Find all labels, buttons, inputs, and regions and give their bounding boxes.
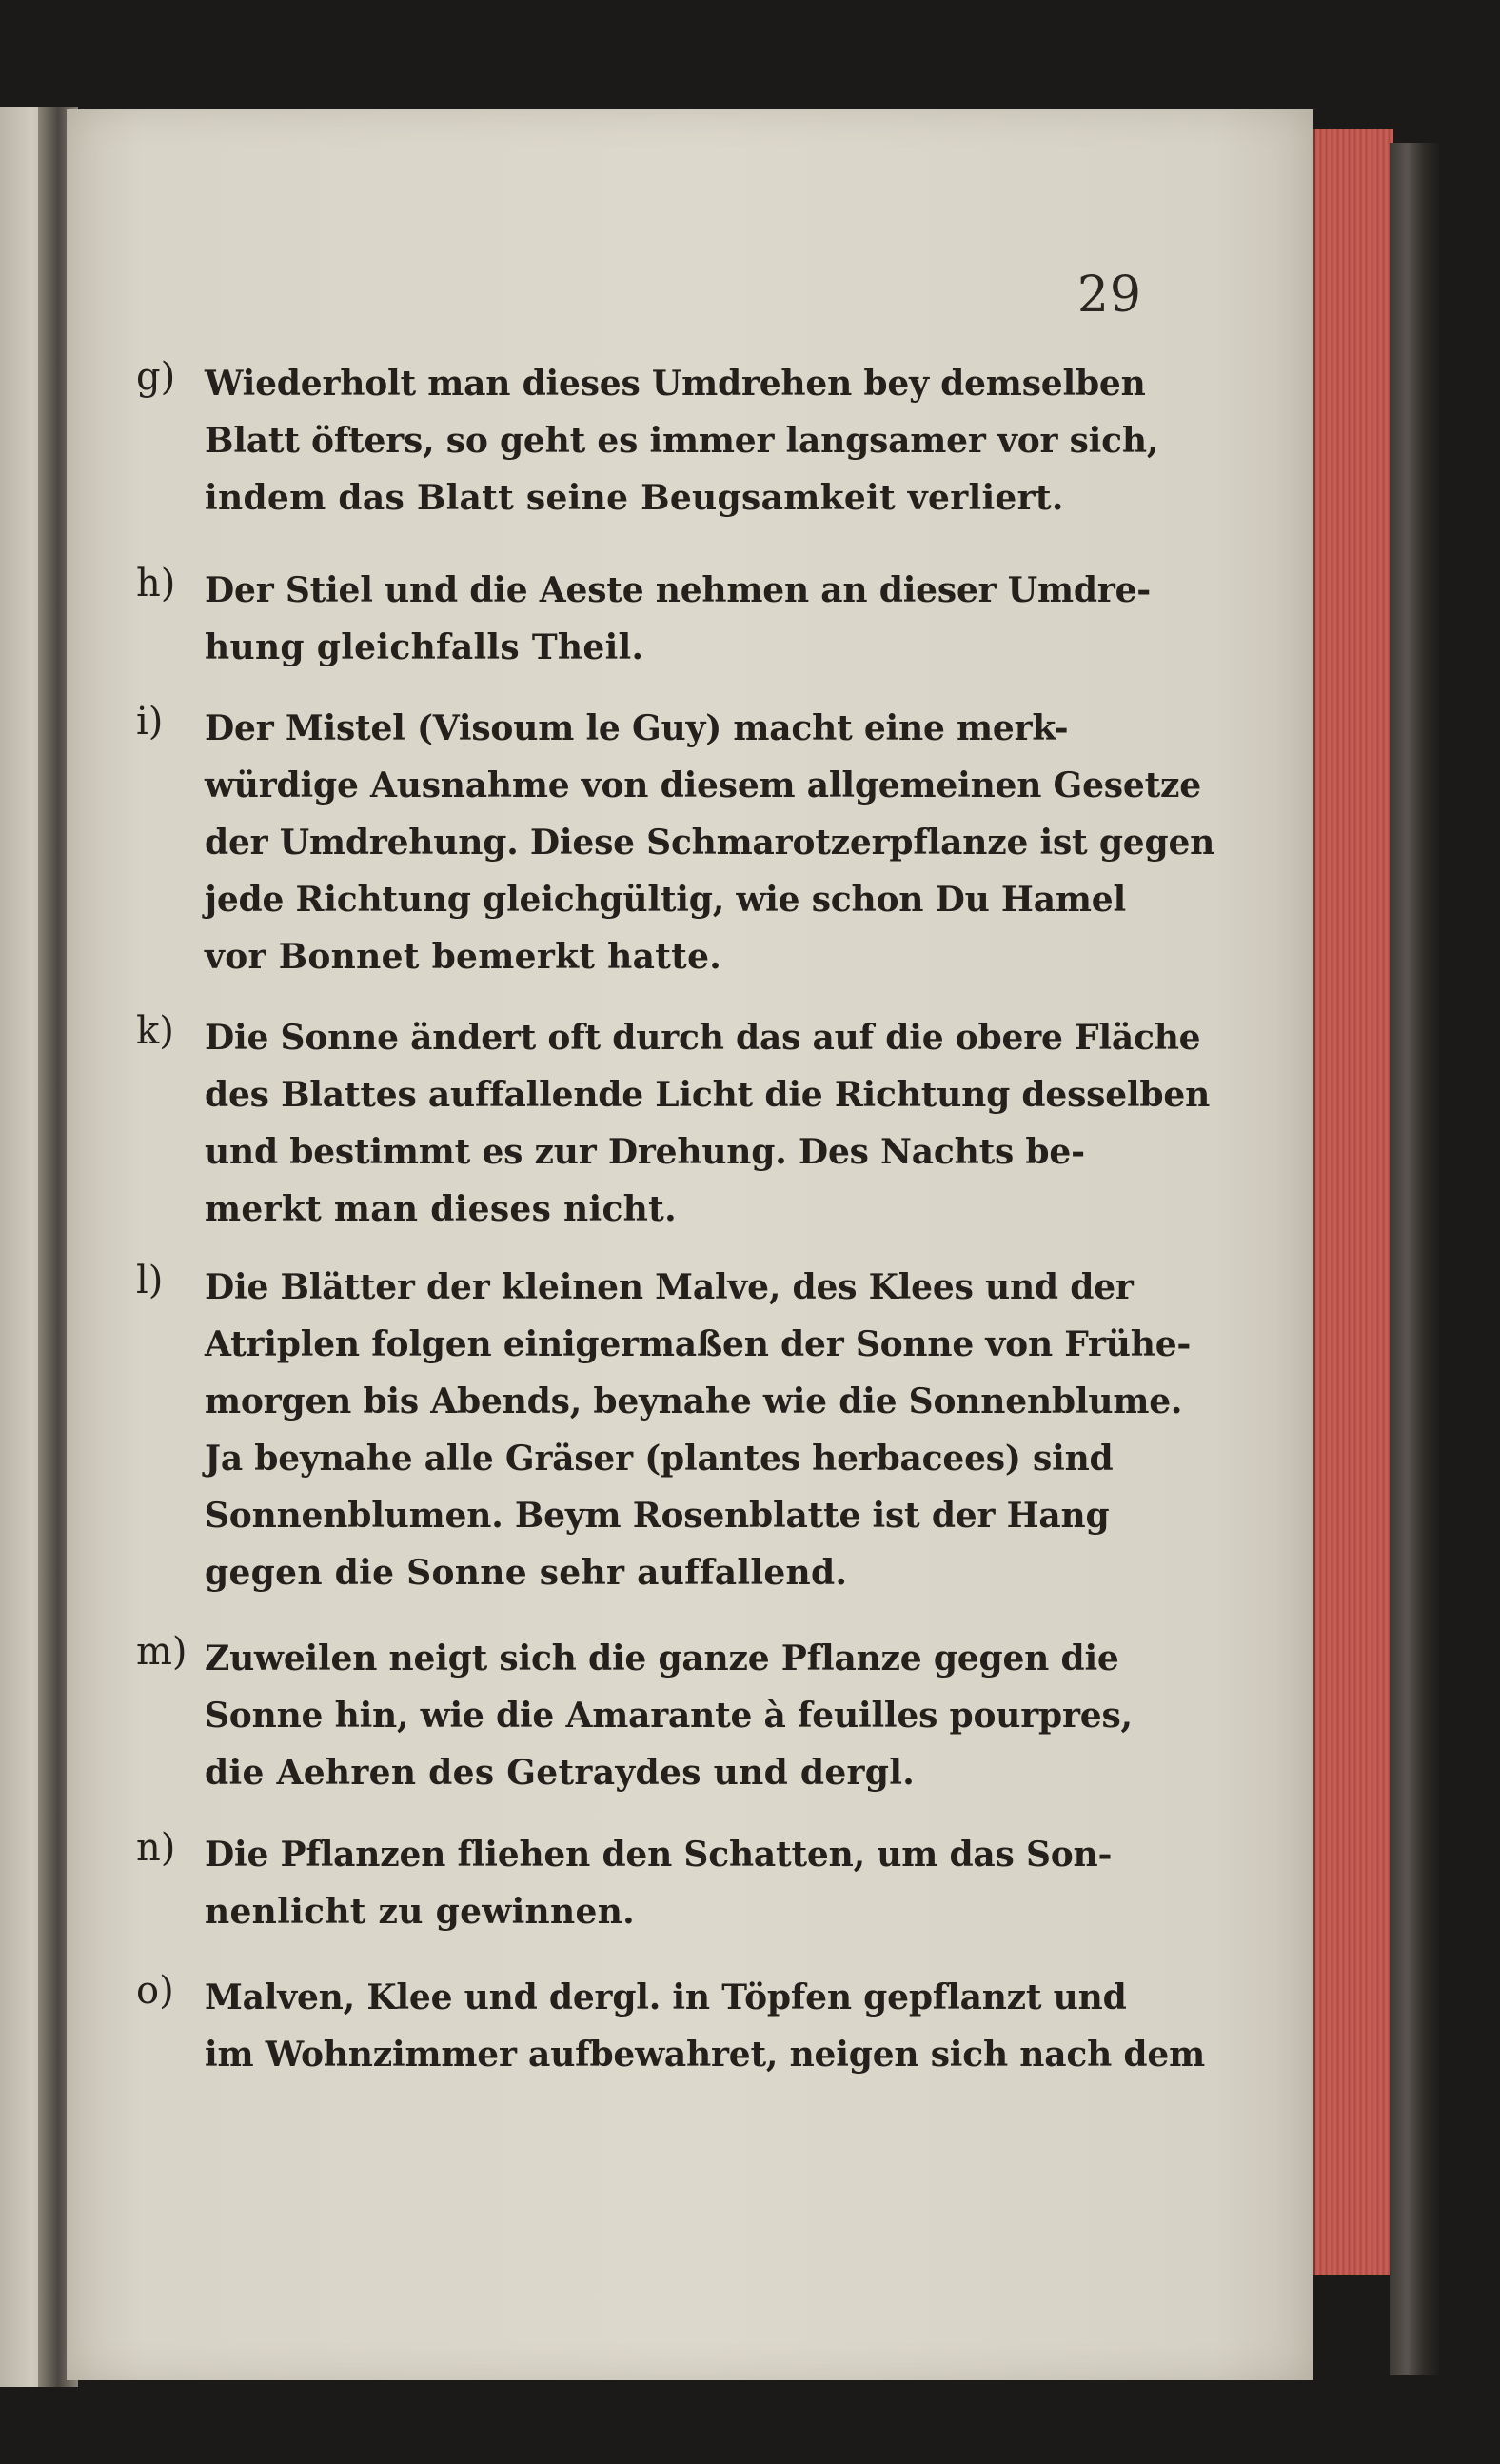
paragraph-marker: g) [136, 355, 176, 399]
text-line: morgen bis Abends, beynahe wie die Sonnenblume. [205, 1381, 1183, 1421]
text-line: des Blattes auffallende Licht die Richtung desselben [205, 1075, 1211, 1115]
text-line: Blatt öfters, so geht es immer langsamer vor sich, [205, 421, 1159, 461]
paragraph-marker: k) [136, 1009, 174, 1053]
text-line: jede Richtung gleichgültig, wie schon Du Hamel [205, 880, 1126, 920]
paragraph-marker: l) [136, 1259, 164, 1302]
text-line: die Aehren des Getraydes und dergl. [205, 1753, 916, 1793]
page-number: 29 [1076, 267, 1142, 324]
paragraph-i [136, 700, 1215, 985]
paragraph-m [136, 1630, 1175, 1801]
text-line: Der Mistel (Visoum le Guy) macht eine merk- [205, 708, 1069, 748]
book-cover-edge [1390, 143, 1439, 2375]
text-line: Die Sonne ändert oft durch das auf die obere Fläche [205, 1018, 1201, 1058]
paragraph-marker: o) [136, 1969, 174, 2013]
text-line: Malven, Klee und dergl. in Töpfen gepflanzt und [205, 1977, 1127, 2017]
paragraph-o [136, 1969, 1205, 2083]
text-line: würdige Ausnahme von diesem allgemeinen Gesetze [205, 765, 1201, 805]
text-line: und bestimmt es zur Drehung. Des Nachts be- [205, 1132, 1085, 1172]
text-line: indem das Blatt seine Beugsamkeit verliert. [205, 478, 1064, 518]
text-line: der Umdrehung. Diese Schmarotzerpflanze ist gegen [205, 823, 1215, 863]
paragraph-marker: h) [136, 562, 176, 606]
text-line: Zuweilen neigt sich die ganze Pflanze gegen die [205, 1639, 1119, 1679]
text-line: hung gleichfalls Theil. [205, 627, 644, 667]
paragraph-h [136, 562, 1175, 676]
text-line: vor Bonnet bemerkt hatte. [205, 937, 722, 977]
paragraph-k [136, 1009, 1211, 1238]
paragraph-marker: n) [136, 1826, 176, 1870]
red-page-edges [1313, 129, 1393, 2275]
text-line: Die Pflanzen fliehen den Schatten, um das Son- [205, 1835, 1113, 1875]
text-line: Sonnenblumen. Beym Rosenblatte ist der Hang [205, 1496, 1110, 1536]
paragraph-l [136, 1259, 1192, 1601]
paragraph-g [136, 355, 1175, 527]
text-line: Atriplen folgen einigermaßen der Sonne von Frühe- [205, 1324, 1192, 1364]
paragraph-marker: i) [136, 700, 164, 744]
text-line: nenlicht zu gewinnen. [205, 1892, 636, 1932]
paragraph-marker: m) [136, 1630, 188, 1674]
text-line: merkt man dieses nicht. [205, 1189, 677, 1229]
text-line: Die Blätter der kleinen Malve, des Klees und der [205, 1267, 1134, 1307]
text-line: Sonne hin, wie die Amarante à feuilles pourpres, [205, 1696, 1133, 1736]
text-line: Der Stiel und die Aeste nehmen an dieser Umdre- [205, 570, 1152, 610]
text-line: Wiederholt man dieses Umdrehen bey demselben [205, 364, 1146, 404]
text-line: Ja beynahe alle Gräser (plantes herbacees) sind [205, 1439, 1114, 1479]
paragraph-n [136, 1826, 1175, 1940]
text-line: gegen die Sonne sehr auffallend. [205, 1553, 848, 1593]
text-line: im Wohnzimmer aufbewahret, neigen sich nach dem [205, 2035, 1205, 2075]
